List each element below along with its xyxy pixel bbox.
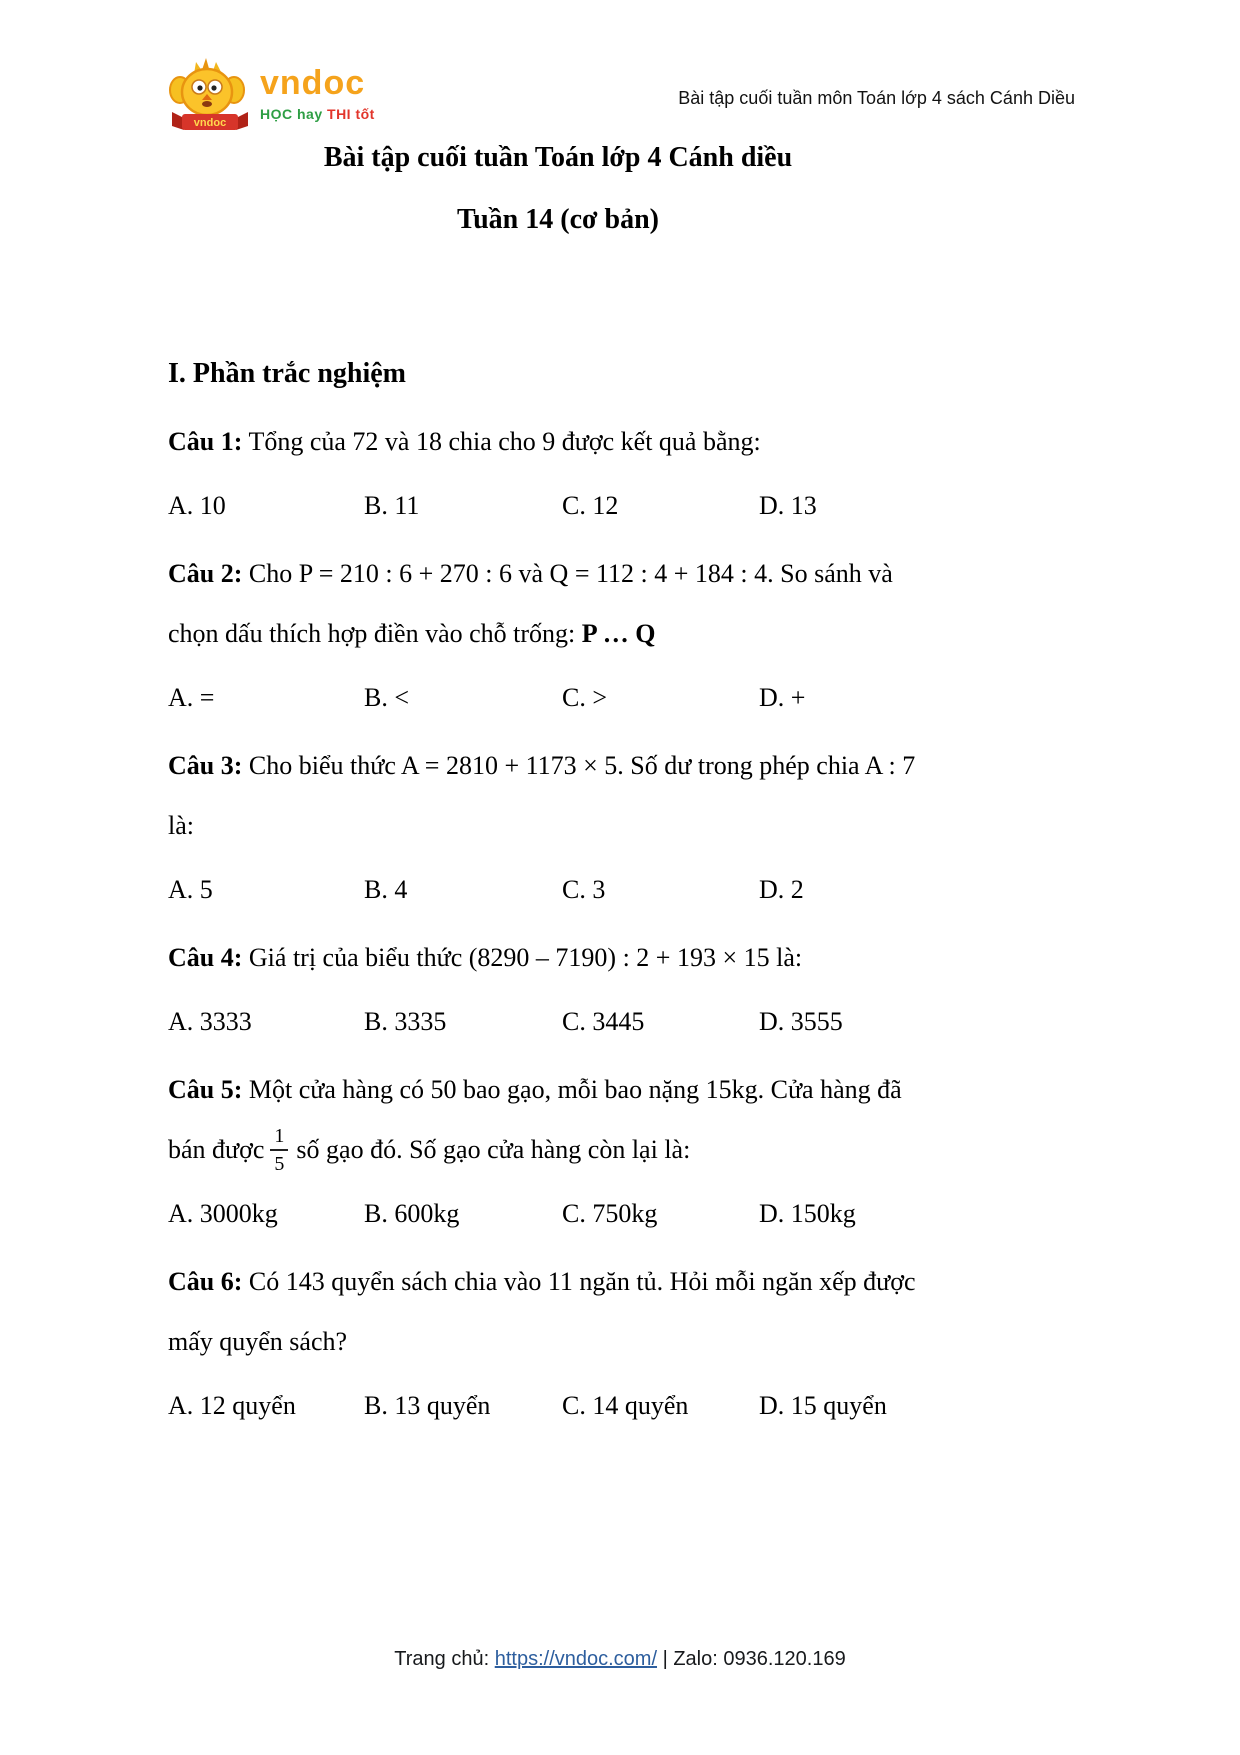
question-5-body-line2-prefix: bán được: [168, 1135, 265, 1164]
section-heading: I. Phần trắc nghiệm: [168, 358, 406, 389]
question-4-label: Câu 4:: [168, 943, 243, 972]
question-1: [168, 412, 1074, 536]
question-6-text-line1: [168, 1252, 1074, 1312]
question-2-body-line1: Cho P = 210 : 6 + 270 : 6 và Q = 112 : 4 + 184 : 4. So sánh và: [248, 559, 893, 588]
document-title: Bài tập cuối tuần Toán lớp 4 Cánh diều: [323, 142, 793, 173]
option-d: D. +: [759, 683, 806, 712]
option-a: A. 3000kg: [168, 1199, 278, 1228]
option-c: C. 3445: [562, 1007, 645, 1036]
question-1-text: [168, 412, 1074, 472]
option-b: B. 11: [364, 491, 420, 520]
fraction-one-fifth: [270, 1126, 288, 1174]
option-b: B. 4: [364, 875, 408, 904]
question-5-options: [168, 1184, 1074, 1244]
question-3-text-line2: [168, 796, 1074, 856]
question-2-label: Câu 2:: [168, 559, 243, 588]
svg-text:vndoc: vndoc: [193, 117, 227, 129]
header-right-text: Bài tập cuối tuần môn Toán lớp 4 sách Cánh Diều: [678, 88, 1075, 108]
option-b: B. <: [364, 683, 410, 712]
option-d: D. 2: [759, 875, 804, 904]
question-5: [168, 1060, 1074, 1244]
question-4: [168, 928, 1074, 1052]
option-a: A. 5: [168, 875, 213, 904]
question-3-label: Câu 3:: [168, 751, 243, 780]
question-6-text-line2: [168, 1312, 1074, 1372]
fraction-denominator: 5: [270, 1149, 288, 1174]
question-5-body-line1: Một cửa hàng có 50 bao gạo, mỗi bao nặng 15kg. Cửa hàng đã: [248, 1075, 902, 1104]
question-5-body-line2-suffix: số gạo đó. Số gạo cửa hàng còn lại là:: [296, 1135, 691, 1164]
question-3-text-line1: [168, 736, 1074, 796]
document-subtitle: Tuần 14 (cơ bản): [457, 204, 659, 235]
logo-tagline-green: HỌC hay: [260, 106, 323, 122]
option-a: A. =: [168, 683, 215, 712]
vndoc-logo: [168, 56, 375, 132]
fraction-numerator: 1: [274, 1125, 285, 1147]
question-5-label: Câu 5:: [168, 1075, 243, 1104]
logo-tagline-red: THI tốt: [327, 106, 375, 122]
question-3-body-line1: Cho biểu thức A = 2810 + 1173 × 5. Số dư trong phép chia A : 7: [248, 751, 916, 780]
title-block: [168, 142, 948, 236]
question-6: [168, 1252, 1074, 1436]
question-4-body: Giá trị của biểu thức (8290 – 7190) : 2 + 193 × 15 là:: [248, 943, 803, 972]
page-footer: [0, 1648, 1240, 1671]
option-a: A. 3333: [168, 1007, 252, 1036]
question-2-text-line1: [168, 544, 1074, 604]
worksheet-content: [168, 344, 1074, 1436]
option-d: D. 3555: [759, 1007, 843, 1036]
option-c: C. 3: [562, 875, 606, 904]
question-2: [168, 544, 1074, 728]
option-b: B. 13 quyển: [364, 1391, 491, 1420]
footer-separator: |: [657, 1648, 674, 1670]
option-a: A. 10: [168, 491, 226, 520]
question-1-label: Câu 1:: [168, 427, 243, 456]
question-6-label: Câu 6:: [168, 1267, 243, 1296]
option-d: D. 150kg: [759, 1199, 856, 1228]
option-c: C. >: [562, 683, 608, 712]
question-1-body: Tổng của 72 và 18 chia cho 9 được kết quả bằng:: [248, 427, 761, 456]
vndoc-chick-mascot-icon: [168, 56, 252, 132]
option-c: C. 12: [562, 491, 619, 520]
option-b: B. 3335: [364, 1007, 447, 1036]
question-3: [168, 736, 1074, 920]
question-3-body-line2: là:: [168, 811, 194, 840]
footer-prefix: Trang chủ:: [394, 1648, 495, 1670]
question-4-options: [168, 992, 1074, 1052]
footer-zalo: Zalo: 0936.120.169: [673, 1648, 846, 1670]
question-2-body-line2: chọn dấu thích hợp điền vào chỗ trống:: [168, 619, 576, 648]
logo-tagline: [260, 106, 375, 122]
question-6-body-line1: Có 143 quyển sách chia vào 11 ngăn tủ. Hỏi mỗi ngăn xếp được: [248, 1267, 916, 1296]
question-6-options: [168, 1376, 1074, 1436]
question-4-text: [168, 928, 1074, 988]
question-1-options: [168, 476, 1074, 536]
question-5-text-line1: [168, 1060, 1074, 1120]
option-a: A. 12 quyển: [168, 1391, 296, 1420]
footer-home-link[interactable]: https://vndoc.com/: [494, 1648, 658, 1670]
question-5-text-line2: [168, 1120, 1074, 1180]
logo-brand-text: vndoc: [260, 64, 366, 102]
option-c: C. 750kg: [562, 1199, 658, 1228]
option-c: C. 14 quyển: [562, 1391, 689, 1420]
question-2-text-line2: [168, 604, 1074, 664]
option-b: B. 600kg: [364, 1199, 460, 1228]
question-2-options: [168, 668, 1074, 728]
option-d: D. 13: [759, 491, 817, 520]
option-d: D. 15 quyển: [759, 1391, 887, 1420]
question-3-options: [168, 860, 1074, 920]
question-2-bold-expression: P … Q: [581, 619, 656, 648]
question-6-body-line2: mấy quyển sách?: [168, 1327, 348, 1356]
